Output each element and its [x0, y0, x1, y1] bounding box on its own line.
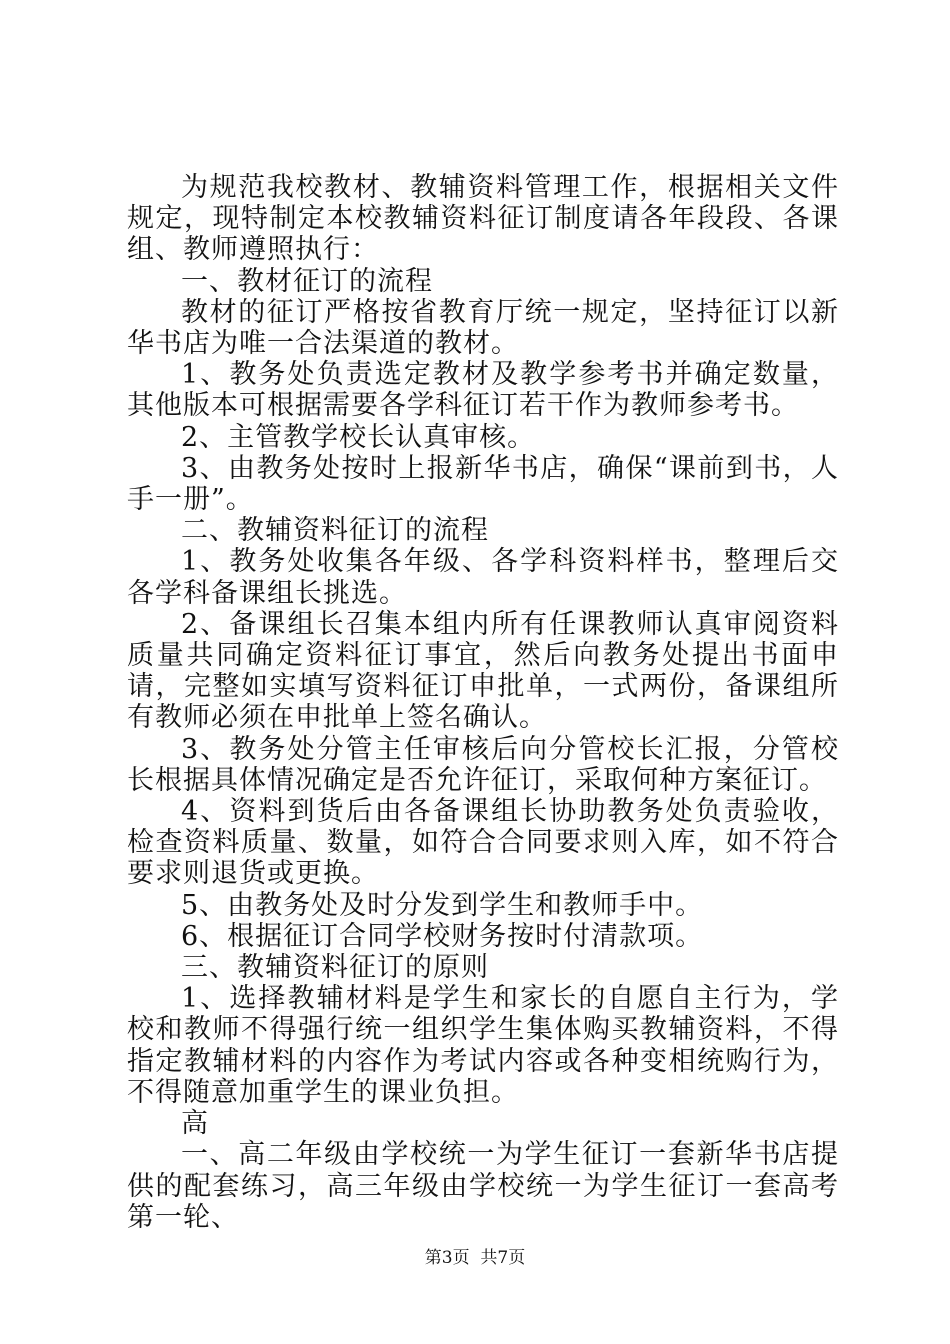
- list-item: 2、备课组长召集本组内所有任课教师认真审阅资料质量共同确定资料征订事宜，然后向教务处提出书面申请，完整如实填写资料征订申批单，一式两份，备课组所有教师必须在申批单上签名确认。: [127, 608, 839, 734]
- page-number-footer: 第3页 共7页: [424, 1248, 526, 1268]
- list-item: 一、高二年级由学校统一为学生征订一套新华书店提供的配套练习，高三年级由学校统一为学生征订一套高考第一轮、: [127, 1139, 839, 1233]
- document-body: [127, 172, 839, 1233]
- list-item: 3、由教务处按时上报新华书店，确保“课前到书，人手一册”。: [127, 452, 839, 516]
- list-item: 1、教务处负责选定教材及教学参考书并确定数量，其他版本可根据需要各学科征订若干作为教师参考书。: [127, 359, 839, 422]
- list-item: 4、资料到货后由各备课组长协助教务处负责验收，检查资料质量、数量，如符合合同要求则入库，如不符合要求则退货或更换。: [127, 796, 839, 890]
- section-heading-2: 二、教辅资料征订的流程: [181, 515, 489, 547]
- list-item: 1、教务处收集各年级、各学科资料样书，整理后交各学科备课组长挑选。: [127, 546, 839, 609]
- list-item: 1、选择教辅材料是学生和家长的自愿自主行为，学校和教师不得强行统一组织学生集体购买教辅资料，不得指定教辅材料的内容作为考试内容或各种变相统购行为，不得随意加重学生的课业负担。: [127, 983, 839, 1108]
- paragraph: 教材的征订严格按省教育厅统一规定，坚持征订以新华书店为唯一合法渠道的教材。: [127, 296, 839, 360]
- list-item: 2、主管教学校长认真审核。: [181, 421, 536, 453]
- list-item: 5、由教务处及时分发到学生和教师手中。: [181, 889, 704, 921]
- list-item: 6、根据征订合同学校财务按时付清款项。: [181, 920, 704, 952]
- paragraph-intro: 为规范我校教材、教辅资料管理工作，根据相关文件规定，现特制定本校教辅资料征订制度请各年段段、各课组、教师遵照执行：: [127, 172, 839, 266]
- paragraph-fragment: 高: [181, 1108, 209, 1140]
- section-heading-1: 一、教材征订的流程: [181, 265, 433, 297]
- list-item: 3、教务处分管主任审核后向分管校长汇报，分管校长根据具体情况确定是否允许征订，采取何种方案征订。: [127, 733, 839, 796]
- section-heading-3: 三、教辅资料征订的原则: [181, 952, 489, 984]
